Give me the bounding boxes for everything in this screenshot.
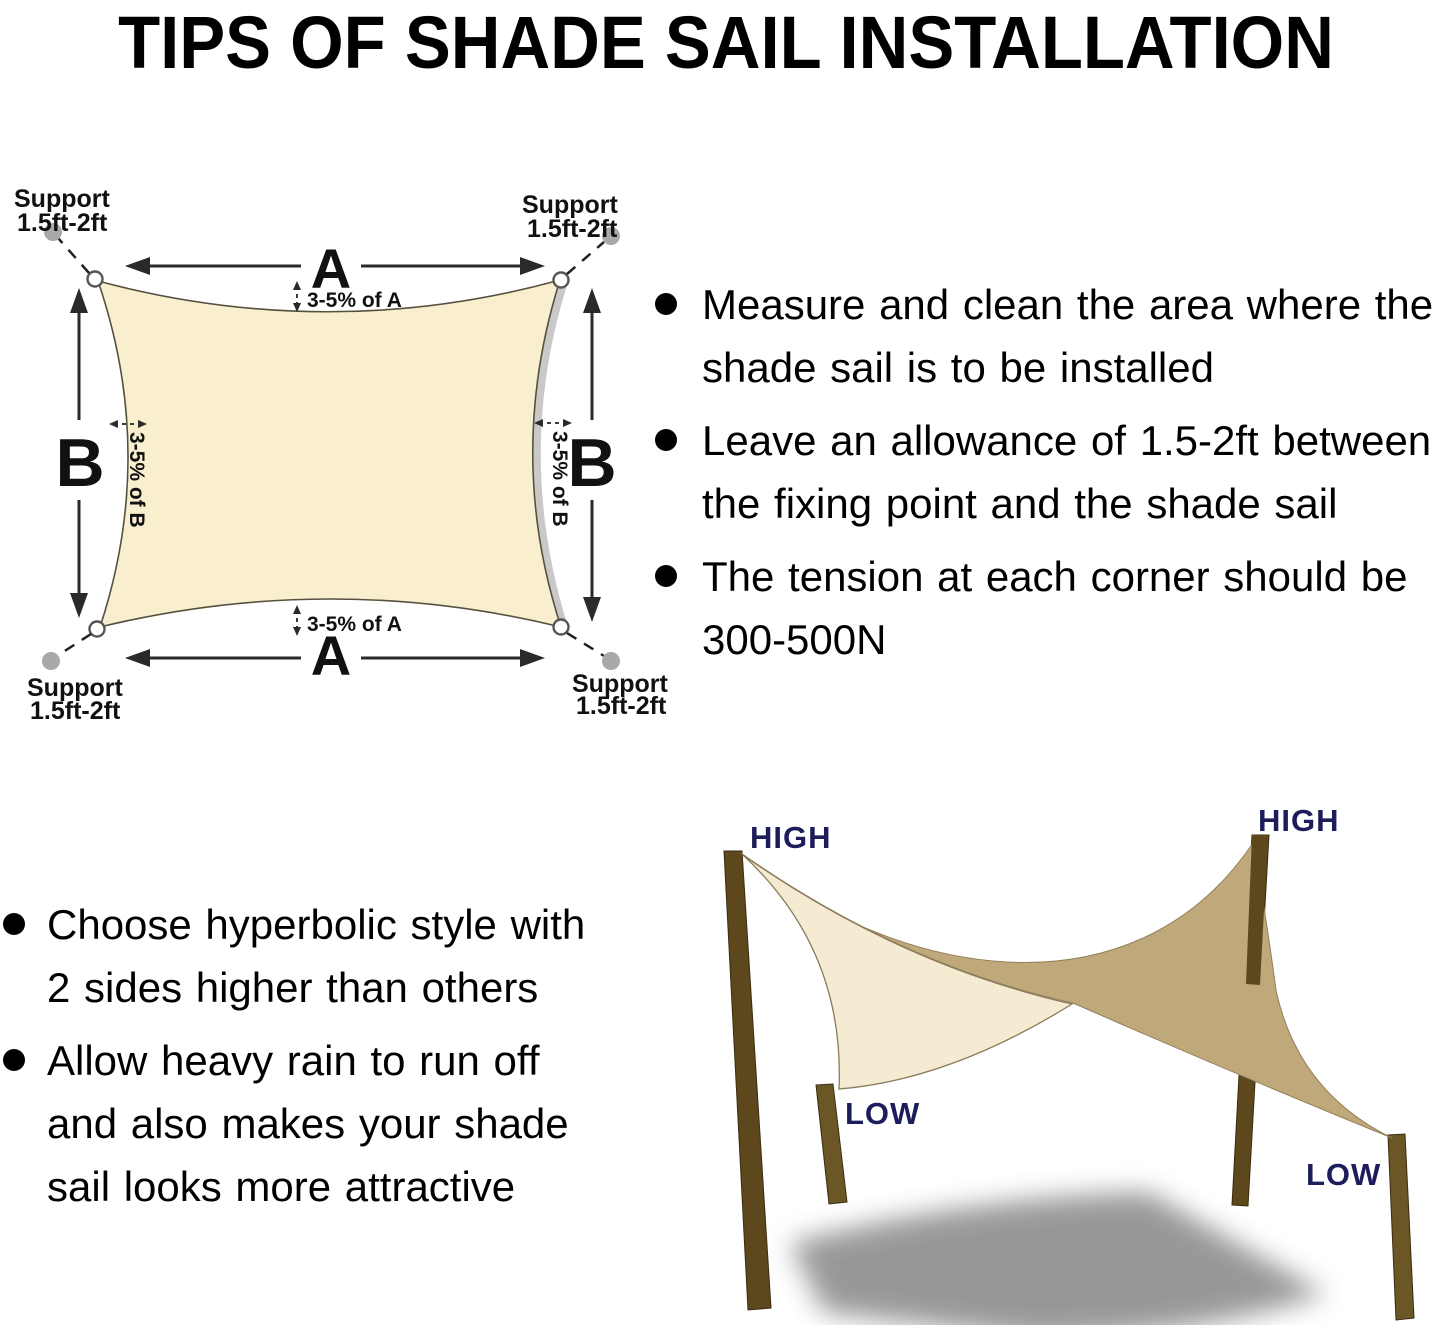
label-low-left: LOW bbox=[845, 1096, 921, 1131]
sag-label-b-right: 3-5% of B bbox=[548, 431, 571, 527]
support-label-tl-1: Support bbox=[14, 185, 110, 213]
dim-label-b-left: B bbox=[55, 425, 105, 501]
tip-line: shade sail is to be installed bbox=[702, 344, 1214, 391]
tip-item bbox=[652, 409, 1452, 535]
label-low-right: LOW bbox=[1306, 1157, 1382, 1192]
dim-label-a-top: A bbox=[310, 237, 352, 300]
label-high-right: HIGH bbox=[1258, 803, 1340, 838]
bullet-dot bbox=[655, 293, 677, 315]
post-high-left bbox=[724, 851, 771, 1310]
tie-line-tl bbox=[58, 238, 89, 273]
corner-ring-tl bbox=[88, 272, 103, 287]
post-low-left bbox=[816, 1084, 847, 1204]
dim-label-a-bottom: A bbox=[310, 624, 352, 687]
corner-ring-br bbox=[554, 620, 569, 635]
label-high-left: HIGH bbox=[750, 820, 832, 855]
tie-line-bl bbox=[57, 634, 91, 656]
tip-line: the fixing point and the shade sail bbox=[702, 480, 1338, 527]
support-label-tl-2: 1.5ft-2ft bbox=[17, 209, 108, 237]
support-dot-bl bbox=[42, 652, 60, 670]
sag-arrow-a-bottom bbox=[293, 605, 301, 636]
tip-line: 300-500N bbox=[702, 616, 887, 663]
tip-item bbox=[0, 1029, 645, 1218]
tip-line: Choose hyperbolic style with bbox=[47, 901, 586, 948]
tip-line: 2 sides higher than others bbox=[47, 964, 539, 1011]
support-label-tr-1: Support bbox=[522, 191, 618, 219]
tip-line: sail looks more attractive bbox=[47, 1163, 516, 1210]
tip-line: Leave an allowance of 1.5-2ft between bbox=[702, 417, 1432, 464]
support-label-br-2: 1.5ft-2ft bbox=[576, 692, 667, 720]
sag-label-a-bottom: 3-5% of A bbox=[307, 613, 402, 636]
bullet-dot bbox=[655, 565, 677, 587]
hyperbolic-sail-illustration bbox=[640, 780, 1452, 1325]
measurement-diagram bbox=[0, 170, 680, 740]
tips-list-top-right bbox=[652, 273, 1452, 681]
bullet-dot bbox=[3, 913, 25, 935]
tip-line: Measure and clean the area where the bbox=[702, 281, 1434, 328]
bullet-dot bbox=[3, 1049, 25, 1071]
support-label-bl-2: 1.5ft-2ft bbox=[30, 697, 121, 725]
tip-item bbox=[652, 545, 1452, 671]
sail-shape bbox=[98, 280, 561, 627]
tip-item bbox=[0, 893, 645, 1019]
tip-line: Allow heavy rain to run off bbox=[47, 1037, 540, 1084]
support-dot-br bbox=[602, 652, 620, 670]
post-low-right bbox=[1388, 1134, 1414, 1320]
tip-item bbox=[652, 273, 1452, 399]
dim-label-b-right: B bbox=[567, 425, 617, 501]
page-title: TIPS OF SHADE SAIL INSTALLATION bbox=[118, 1, 1334, 84]
tie-line-br bbox=[567, 633, 604, 656]
support-label-bl-1: Support bbox=[27, 674, 123, 702]
sag-label-b-left: 3-5% of B bbox=[125, 432, 148, 528]
ground-shadow bbox=[790, 1192, 1326, 1325]
support-label-tr-2: 1.5ft-2ft bbox=[527, 215, 618, 243]
tie-line-tr bbox=[567, 242, 604, 274]
tip-line: The tension at each corner should be bbox=[702, 553, 1408, 600]
sag-label-a-top: 3-5% of A bbox=[307, 289, 402, 312]
support-label-br-1: Support bbox=[572, 670, 668, 698]
corner-ring-tr bbox=[554, 273, 569, 288]
corner-ring-bl bbox=[90, 622, 105, 637]
bullet-dot bbox=[655, 429, 677, 451]
tips-list-bottom-left bbox=[0, 893, 645, 1228]
tip-line: and also makes your shade bbox=[47, 1100, 569, 1147]
sag-arrow-a-top bbox=[293, 281, 301, 312]
